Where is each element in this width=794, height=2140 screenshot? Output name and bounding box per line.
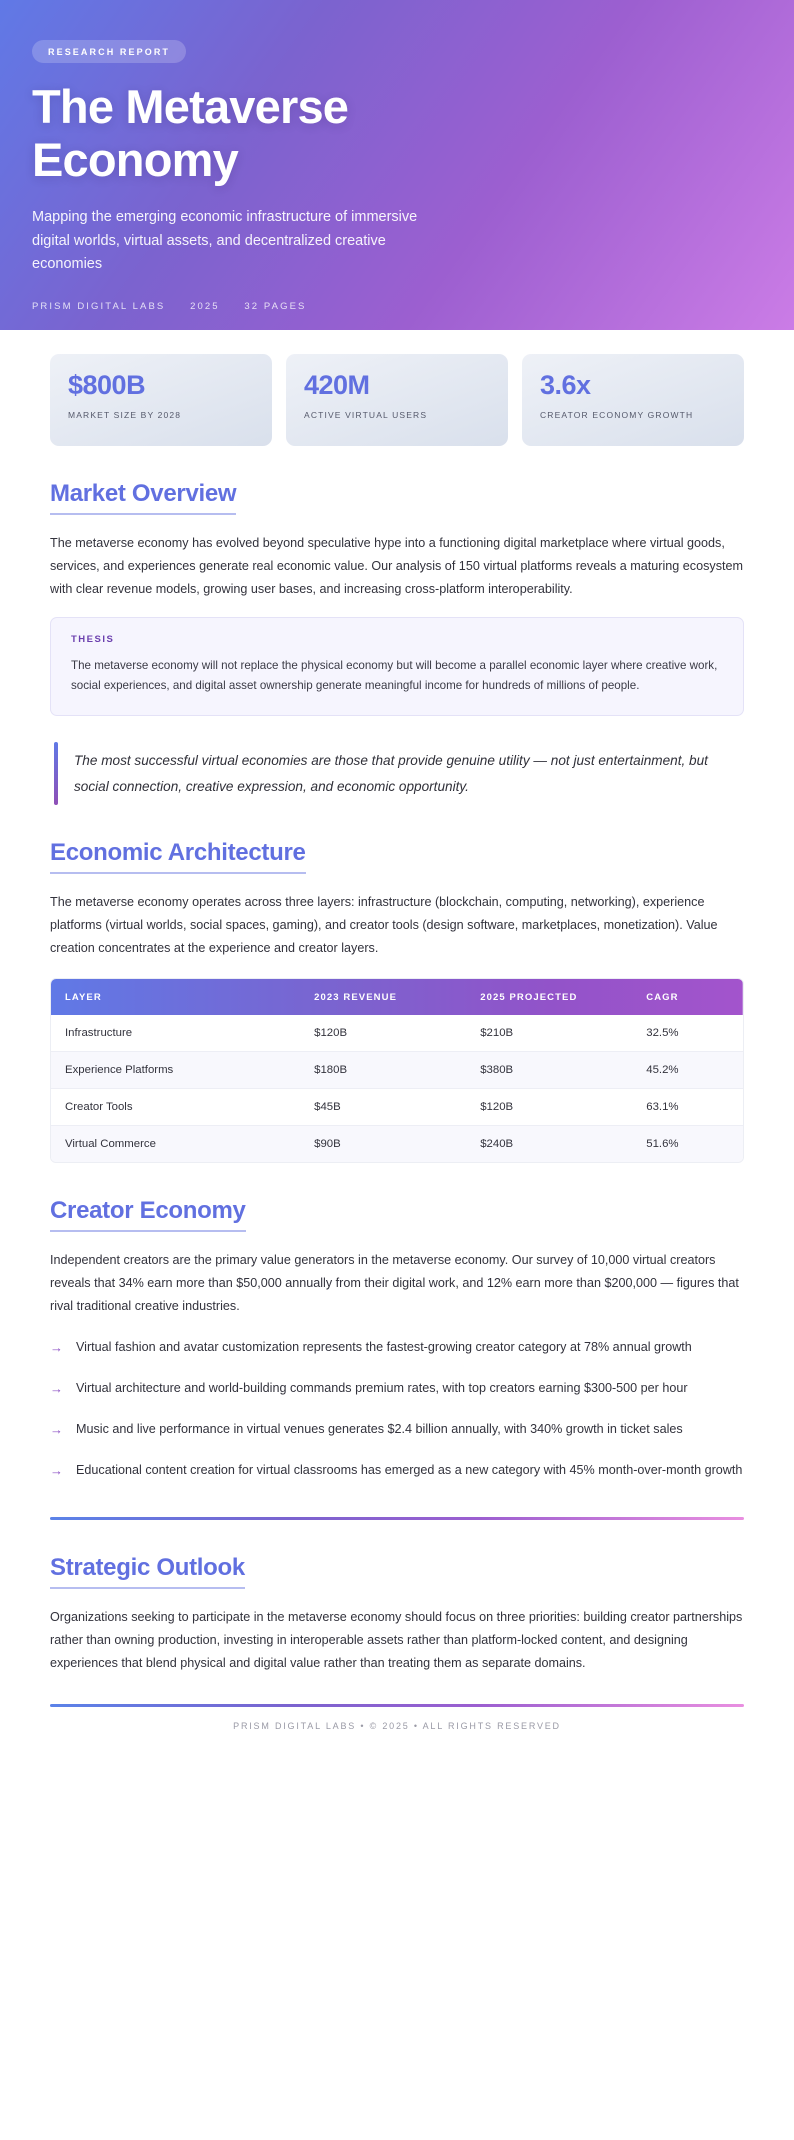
- gradient-divider: [50, 1517, 744, 1520]
- table-header-cell: 2023 REVENUE: [314, 991, 398, 1003]
- table-header-cell: 2025 PROJECTED: [480, 991, 578, 1003]
- table-header-cell: CAGR: [646, 991, 679, 1003]
- list-item-text: Virtual fashion and avatar customization represents the fastest-growing creator category at 78% annual growth: [76, 1339, 692, 1354]
- section-paragraph: The metaverse economy operates across three layers: infrastructure (blockchain, computing, networking), experience platforms (virtual worlds, social spaces, gaming), and creator tools (design software, marketplaces, monetization). Value creation concentrates at the experience and creator layers.: [50, 895, 718, 955]
- list-item-text: Music and live performance in virtual venues generates $2.4 billion annually, with 340% growth in ticket sales: [76, 1421, 683, 1436]
- arrow-right-icon: →: [50, 1462, 63, 1478]
- page-title: The Metaverse Economy: [32, 80, 349, 186]
- list-item: [50, 1377, 744, 1401]
- thesis-text: The metaverse economy will not replace the physical economy but will become a parallel economic layer where creative work, social experiences, and digital asset ownership generate meaningful income for hundreds of millions of people.: [71, 658, 718, 693]
- section-heading: Strategic Outlook: [50, 1554, 245, 1589]
- footer-text: PRISM DIGITAL LABS • © 2025 • ALL RIGHTS RESERVED: [233, 1721, 561, 1732]
- table-cell-revenue: $45B: [300, 1088, 466, 1125]
- section-economic-architecture: [50, 839, 744, 1163]
- table-cell-revenue: $120B: [300, 1015, 466, 1052]
- section-paragraph: The metaverse economy has evolved beyond speculative hype into a functioning digital marketplace where virtual goods, services, and experiences generate real economic value. Our analysis of 150 virtual platforms reveals a maturing ecosystem with clear revenue models, growing user bases, and increasing cross-platform interoperability.: [50, 536, 743, 596]
- table-header-cell: LAYER: [65, 991, 102, 1003]
- meta-pages: 32 PAGES: [244, 300, 307, 312]
- report-footer: [0, 1704, 794, 1731]
- pull-quote-text: The most successful virtual economies are those that provide genuine utility — not just entertainment, but social connection, creative expression, and economic opportunity.: [74, 752, 708, 794]
- table-cell-layer: Experience Platforms: [51, 1051, 300, 1088]
- list-item-text: Virtual architecture and world-building commands premium rates, with top creators earning $300-500 per hour: [76, 1380, 688, 1395]
- section-paragraph: Organizations seeking to participate in the metaverse economy should focus on three priorities: building creator partnerships rather than owning production, investing in interoperable assets rather than platform-locked content, and designing experiences that blend physical and digital value rather than treating them as separate domains.: [50, 1609, 743, 1670]
- table-body: [51, 1015, 743, 1162]
- stat-label: MARKET SIZE BY 2028: [68, 409, 182, 420]
- table-cell-projected: $240B: [480, 1137, 514, 1150]
- list-item: [50, 1459, 744, 1483]
- table-cell-cagr: 45.2%: [632, 1051, 743, 1088]
- thesis-callout: [50, 617, 744, 716]
- stat-value: 3.6x: [540, 370, 591, 400]
- section-heading: Creator Economy: [50, 1197, 246, 1232]
- section-strategic-outlook: [50, 1554, 744, 1675]
- table-cell-layer: Virtual Commerce: [65, 1137, 156, 1150]
- table-cell-layer: Infrastructure: [51, 1015, 300, 1052]
- page-subtitle: Mapping the emerging economic infrastructure of immersive digital worlds, virtual assets, and decentralized creative economies: [32, 209, 418, 273]
- stat-label: CREATOR ECONOMY GROWTH: [540, 409, 694, 420]
- list-item: [50, 1418, 744, 1442]
- stat-card: [522, 354, 744, 446]
- list-item-text: Educational content creation for virtual classrooms has emerged as a new category with 45% month-over-month growth: [76, 1462, 743, 1477]
- report-hero: [0, 0, 794, 330]
- section-market-overview: [50, 480, 744, 805]
- architecture-table: [51, 979, 743, 1162]
- hero-meta: [32, 301, 762, 312]
- table-cell-projected: $120B: [466, 1088, 632, 1125]
- table-cell-projected: $380B: [466, 1051, 632, 1088]
- table-row: [51, 1015, 743, 1052]
- table-cell-cagr: 51.6%: [646, 1137, 679, 1150]
- creator-highlights-list: [50, 1336, 744, 1483]
- section-heading: Economic Architecture: [50, 839, 306, 874]
- stat-value: 420M: [304, 370, 370, 400]
- architecture-table-wrapper: [50, 978, 744, 1163]
- meta-year: 2025: [190, 300, 220, 312]
- arrow-right-icon: →: [50, 1339, 63, 1355]
- list-item: [50, 1336, 744, 1360]
- arrow-right-icon: →: [50, 1421, 63, 1437]
- thesis-label: THESIS: [71, 633, 115, 645]
- table-head: [51, 979, 743, 1015]
- table-cell-cagr: 63.1%: [632, 1088, 743, 1125]
- table-row: [51, 1125, 743, 1162]
- report-content: [0, 480, 794, 1674]
- table-header-row: [51, 979, 743, 1015]
- report-type-badge: RESEARCH REPORT: [32, 40, 186, 63]
- table-row: [51, 1051, 743, 1088]
- section-heading: Market Overview: [50, 480, 236, 515]
- arrow-right-icon: →: [50, 1380, 63, 1396]
- stat-card: [50, 354, 272, 446]
- section-creator-economy: [50, 1197, 744, 1520]
- meta-publisher: PRISM DIGITAL LABS: [32, 300, 166, 312]
- pull-quote: [54, 742, 744, 805]
- table-cell-cagr: 32.5%: [632, 1015, 743, 1052]
- key-stats: [0, 330, 794, 446]
- stat-value: $800B: [68, 370, 146, 400]
- table-cell-projected: $210B: [466, 1015, 632, 1052]
- table-cell-revenue: $90B: [314, 1137, 341, 1150]
- table-cell-revenue: $180B: [300, 1051, 466, 1088]
- stat-label: ACTIVE VIRTUAL USERS: [304, 409, 428, 420]
- table-row: [51, 1088, 743, 1125]
- table-cell-layer: Creator Tools: [51, 1088, 300, 1125]
- section-paragraph: Independent creators are the primary value generators in the metaverse economy. Our survey of 10,000 virtual creators reveals that 34% earn more than $50,000 annually from their digital work, and 12% earn more than $200,000 — figures that rival traditional creative industries.: [50, 1252, 739, 1313]
- stat-card: [286, 354, 508, 446]
